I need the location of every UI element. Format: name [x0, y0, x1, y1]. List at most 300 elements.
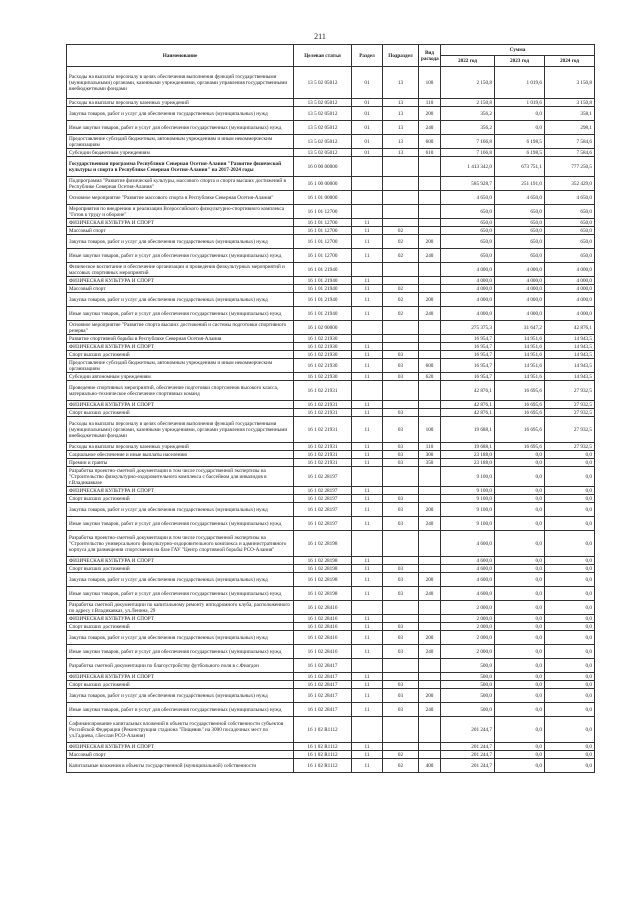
row-target: 16 1 02 28198: [294, 531, 352, 557]
row-subsection: 03: [383, 517, 419, 531]
row-sum-2022: 4 600,0: [441, 573, 495, 587]
row-name: Спорт высших достижений: [67, 495, 294, 503]
row-target: 16 1 02 21930: [294, 359, 352, 373]
row-expense-type: [419, 343, 441, 351]
row-sum-2023: 16 695,6: [495, 401, 545, 409]
row-sum-2022: 42 876,1: [441, 381, 495, 401]
row-sum-2023: 4 000,0: [495, 307, 545, 321]
row-subsection: 13: [383, 149, 419, 157]
row-sum-2023: 0,0: [495, 107, 545, 121]
row-sum-2024: 3 150,8: [545, 67, 595, 99]
row-sum-2024: 0,0: [545, 565, 595, 573]
row-subsection: [383, 205, 419, 219]
header-sum: Сумма: [441, 45, 595, 56]
row-name: Развитие спортивной борьбы в Республике Северная Осетия-Алания: [67, 335, 294, 343]
row-subsection: 03: [383, 645, 419, 659]
row-target: 16 1 02 21931: [294, 417, 352, 443]
row-subsection: 03: [383, 373, 419, 381]
row-expense-type: [419, 557, 441, 565]
row-sum-2023: 4 000,0: [495, 285, 545, 293]
row-sum-2022: 275 375,3: [441, 321, 495, 335]
row-section: 11: [352, 631, 383, 645]
row-name: Мероприятия по внедрению и реализации Всероссийского физкультурно-спортивного комплекса "Готов к труду и обороне": [67, 205, 294, 219]
row-target: 13 5 02 05012: [294, 135, 352, 149]
row-subsection: 03: [383, 417, 419, 443]
table-row: [67, 205, 595, 219]
row-sum-2023: 4 650,0: [495, 191, 545, 205]
row-sum-2022: 500,0: [441, 659, 495, 673]
row-subsection: 13: [383, 67, 419, 99]
row-name: Социальное обеспечение и иные выплаты населению: [67, 451, 294, 459]
table-row: [67, 219, 595, 227]
row-sum-2023: 14 951,6: [495, 373, 545, 381]
row-sum-2023: 1 019,6: [495, 67, 545, 99]
row-expense-type: 600: [419, 135, 441, 149]
row-sum-2022: 2 150,8: [441, 67, 495, 99]
row-subsection: [383, 263, 419, 277]
row-subsection: [383, 157, 419, 177]
row-sum-2022: 23 188,0: [441, 459, 495, 467]
row-section: 11: [352, 351, 383, 359]
row-expense-type: 240: [419, 121, 441, 135]
row-section: 11: [352, 743, 383, 751]
row-sum-2024: 0,0: [545, 517, 595, 531]
row-subsection: [383, 381, 419, 401]
row-sum-2024: 0,0: [545, 631, 595, 645]
table-row: [67, 573, 595, 587]
row-expense-type: [419, 177, 441, 191]
row-sum-2024: 0,0: [545, 601, 595, 615]
row-target: 16 1 01 12700: [294, 249, 352, 263]
row-target: 16 1 00 00000: [294, 177, 352, 191]
row-sum-2023: 650,0: [495, 227, 545, 235]
table-row: [67, 587, 595, 601]
row-target: 16 1 02 21931: [294, 409, 352, 417]
row-subsection: [383, 673, 419, 681]
row-target: 13 5 02 05012: [294, 107, 352, 121]
row-section: 11: [352, 409, 383, 417]
row-section: 11: [352, 219, 383, 227]
table-row: [67, 277, 595, 285]
row-expense-type: [419, 623, 441, 631]
row-sum-2023: 16 695,6: [495, 443, 545, 451]
row-subsection: 13: [383, 135, 419, 149]
row-target: 16 1 02 21931: [294, 459, 352, 467]
row-expense-type: [419, 351, 441, 359]
row-subsection: 03: [383, 623, 419, 631]
row-subsection: 03: [383, 681, 419, 689]
row-name: Субсидии бюджетным учреждениям: [67, 149, 294, 157]
row-target: 16 1 02 28417: [294, 681, 352, 689]
row-sum-2022: 9 100,0: [441, 517, 495, 531]
row-sum-2022: 4 000,0: [441, 307, 495, 321]
row-sum-2024: 4 000,0: [545, 277, 595, 285]
row-sum-2023: 0,0: [495, 615, 545, 623]
row-subsection: 13: [383, 107, 419, 121]
row-sum-2024: 14 943,5: [545, 373, 595, 381]
row-expense-type: [419, 409, 441, 417]
row-expense-type: [419, 717, 441, 743]
row-sum-2024: 0,0: [545, 673, 595, 681]
row-sum-2024: 4 000,0: [545, 307, 595, 321]
row-expense-type: [419, 531, 441, 557]
row-sum-2023: 16 695,6: [495, 409, 545, 417]
row-sum-2023: 650,0: [495, 205, 545, 219]
table-row: [67, 631, 595, 645]
row-section: 11: [352, 751, 383, 759]
table-row: [67, 249, 595, 263]
row-subsection: [383, 177, 419, 191]
row-sum-2023: 0,0: [495, 681, 545, 689]
row-sum-2023: 4 000,0: [495, 293, 545, 307]
row-name: Расходы на выплаты персоналу в целях обеспечения выполнения функций государственными (муниципальными) органами, казенными учреждениями, органами управления государственными внебюджетными фондами: [67, 417, 294, 443]
row-section: 11: [352, 565, 383, 573]
row-expense-type: [419, 487, 441, 495]
row-sum-2023: 0,0: [495, 631, 545, 645]
row-sum-2024: 0,0: [545, 703, 595, 717]
row-sum-2023: 0,0: [495, 573, 545, 587]
row-section: 11: [352, 703, 383, 717]
row-section: [352, 335, 383, 343]
table-row: [67, 401, 595, 409]
row-sum-2022: 650,0: [441, 227, 495, 235]
row-sum-2022: 500,0: [441, 703, 495, 717]
row-sum-2022: 2 150,8: [441, 99, 495, 107]
row-target: 16 1 01 12700: [294, 219, 352, 227]
row-subsection: [383, 401, 419, 409]
row-name: Предоставление субсидий бюджетным, автономным учреждениям и иным некоммерческим организациям: [67, 359, 294, 373]
row-name: Массовый спорт: [67, 751, 294, 759]
row-sum-2024: 0,0: [545, 459, 595, 467]
table-row: [67, 235, 595, 249]
row-name: Иные закупки товаров, работ и услуг для обеспечения государственных (муниципальных) нужд: [67, 703, 294, 717]
row-target: 16 1 02 21931: [294, 451, 352, 459]
row-subsection: [383, 219, 419, 227]
row-sum-2023: 0,0: [495, 623, 545, 631]
row-expense-type: [419, 263, 441, 277]
row-expense-type: 200: [419, 235, 441, 249]
table-row: [67, 135, 595, 149]
row-expense-type: [419, 277, 441, 285]
table-row: [67, 673, 595, 681]
row-subsection: 03: [383, 451, 419, 459]
row-target: 16 1 02 21930: [294, 373, 352, 381]
table-row: [67, 191, 595, 205]
row-sum-2024: 4 000,0: [545, 263, 595, 277]
row-subsection: 02: [383, 285, 419, 293]
row-sum-2022: 42 876,1: [441, 401, 495, 409]
budget-table: [66, 44, 595, 773]
row-subsection: 03: [383, 359, 419, 373]
row-name: Массовый спорт: [67, 227, 294, 235]
row-subsection: 03: [383, 459, 419, 467]
table-row: [67, 681, 595, 689]
row-expense-type: [419, 191, 441, 205]
row-target: 16 1 02 28197: [294, 517, 352, 531]
row-name: Иные закупки товаров, работ и услуг для обеспечения государственных (муниципальных) нужд: [67, 517, 294, 531]
row-sum-2023: 673 751,1: [495, 157, 545, 177]
row-sum-2024: 0,0: [545, 573, 595, 587]
table-row: [67, 121, 595, 135]
row-sum-2024: 0,0: [545, 717, 595, 743]
row-name: Иные закупки товаров, работ и услуг для обеспечения государственных (муниципальных) нужд: [67, 307, 294, 321]
row-expense-type: 600: [419, 359, 441, 373]
row-subsection: 03: [383, 503, 419, 517]
row-sum-2024: 14 943,5: [545, 335, 595, 343]
row-expense-type: [419, 467, 441, 487]
row-name: Закупка товаров, работ и услуг для обеспечения государственных (муниципальных) нужд: [67, 235, 294, 249]
row-name: Закупка товаров, работ и услуг для обеспечения государственных (муниципальных) нужд: [67, 503, 294, 517]
row-target: 16 1 02 28198: [294, 573, 352, 587]
row-subsection: 02: [383, 307, 419, 321]
row-target: 13 5 02 05012: [294, 67, 352, 99]
row-section: [352, 263, 383, 277]
row-sum-2024: 0,0: [545, 487, 595, 495]
row-sum-2022: 9 100,0: [441, 467, 495, 487]
row-name: Основное мероприятие "Развитие массового спорта в Республике Северная Осетия-Алания": [67, 191, 294, 205]
table-row: [67, 285, 595, 293]
header-subsection: Подраздел: [383, 45, 419, 67]
row-sum-2022: 9 100,0: [441, 487, 495, 495]
row-section: [352, 321, 383, 335]
row-target: 16 1 02 00000: [294, 321, 352, 335]
row-expense-type: 100: [419, 67, 441, 99]
row-target: 16 1 02 28416: [294, 601, 352, 615]
table-row: [67, 409, 595, 417]
row-name: Спорт высших достижений: [67, 681, 294, 689]
row-sum-2024: 27 932,5: [545, 381, 595, 401]
row-name: Государственная программа Республики Северная Осетия-Алания "Развитие физической культуры и спорта в Республике Северная Осетия-Алания" на 2017-2024 годы: [67, 157, 294, 177]
row-sum-2024: 0,0: [545, 557, 595, 565]
table-row: [67, 157, 595, 177]
row-sum-2023: 0,0: [495, 587, 545, 601]
row-subsection: 02: [383, 293, 419, 307]
row-target: 16 1 01 21940: [294, 307, 352, 321]
row-name: Разработка сметной документации по капитальному ремонту ипподромного клуба, расположенного по адресу г.Владикавказ, ул.Ленина, 29: [67, 601, 294, 615]
row-sum-2022: 4 650,0: [441, 191, 495, 205]
row-name: Иные закупки товаров, работ и услуг для обеспечения государственных (муниципальных) нужд: [67, 249, 294, 263]
row-sum-2022: 650,0: [441, 235, 495, 249]
row-sum-2024: 0,0: [545, 743, 595, 751]
row-target: 16 1 02 28416: [294, 615, 352, 623]
row-sum-2024: 0,0: [545, 659, 595, 673]
row-name: Иные закупки товаров, работ и услуг для обеспечения государственных (муниципальных) нужд: [67, 121, 294, 135]
row-name: Основное мероприятие "Развитие спорта высших достижений и системы подготовки спортивного резерва": [67, 321, 294, 335]
table-row: [67, 623, 595, 631]
row-sum-2022: 4 600,0: [441, 587, 495, 601]
row-sum-2022: 16 954,7: [441, 335, 495, 343]
row-name: Софинансирование капитальных вложений в объекты государственной собственности субъектов Российской Федерации (Реконструкция стадиона "Пищевик" на 3000 посадочных мест по ул.Гадиева, г.Беслан РСО-Алания): [67, 717, 294, 743]
row-subsection: [383, 277, 419, 285]
row-sum-2024: 14 943,5: [545, 351, 595, 359]
row-section: 11: [352, 451, 383, 459]
row-target: 16 1 02 28417: [294, 689, 352, 703]
row-section: 11: [352, 487, 383, 495]
row-section: [352, 205, 383, 219]
row-name: Закупка товаров, работ и услуг для обеспечения государственных (муниципальных) нужд: [67, 107, 294, 121]
row-subsection: [383, 601, 419, 615]
row-sum-2023: 0,0: [495, 495, 545, 503]
row-sum-2024: 358,1: [545, 107, 595, 121]
table-row: [67, 417, 595, 443]
row-target: 13 5 02 05012: [294, 149, 352, 157]
table-row: [67, 503, 595, 517]
row-section: 11: [352, 557, 383, 565]
row-sum-2022: 42 876,1: [441, 409, 495, 417]
row-target: 16 0 00 00000: [294, 157, 352, 177]
row-subsection: [383, 743, 419, 751]
row-sum-2023: 0,0: [495, 645, 545, 659]
row-section: 11: [352, 459, 383, 467]
row-sum-2022: 9 100,0: [441, 495, 495, 503]
row-target: 16 1 01 00000: [294, 191, 352, 205]
row-sum-2022: 4 600,0: [441, 557, 495, 565]
row-expense-type: [419, 335, 441, 343]
row-section: 11: [352, 759, 383, 773]
row-target: 16 1 02 21931: [294, 401, 352, 409]
table-row: [67, 321, 595, 335]
row-sum-2022: 1 413 342,0: [441, 157, 495, 177]
table-row: [67, 459, 595, 467]
row-sum-2022: 500,0: [441, 673, 495, 681]
row-sum-2022: 9 100,0: [441, 503, 495, 517]
row-sum-2022: 500,0: [441, 681, 495, 689]
row-sum-2024: 0,0: [545, 495, 595, 503]
row-target: 16 1 02 21930: [294, 343, 352, 351]
row-section: 11: [352, 359, 383, 373]
row-section: 11: [352, 517, 383, 531]
row-expense-type: 200: [419, 573, 441, 587]
row-sum-2023: 0,0: [495, 467, 545, 487]
row-section: [352, 381, 383, 401]
row-expense-type: 200: [419, 631, 441, 645]
table-row: [67, 467, 595, 487]
row-expense-type: 110: [419, 99, 441, 107]
row-sum-2024: 0,0: [545, 467, 595, 487]
row-section: 01: [352, 149, 383, 157]
row-sum-2023: 4 000,0: [495, 277, 545, 285]
row-sum-2023: 14 951,6: [495, 343, 545, 351]
row-expense-type: 200: [419, 107, 441, 121]
row-sum-2022: 650,0: [441, 249, 495, 263]
row-name: Спорт высших достижений: [67, 565, 294, 573]
row-section: [352, 531, 383, 557]
row-expense-type: 100: [419, 417, 441, 443]
row-section: 11: [352, 249, 383, 263]
row-sum-2023: 0,0: [495, 601, 545, 615]
row-target: 16 1 02 28417: [294, 703, 352, 717]
header-name: Наименование: [67, 45, 294, 67]
row-target: 16 1 02 28416: [294, 631, 352, 645]
row-section: 01: [352, 107, 383, 121]
row-sum-2024: 42 876,1: [545, 321, 595, 335]
row-subsection: [383, 717, 419, 743]
row-name: Разработка проектно-сметной документации в том числе государственной экспертизы на "Строительство универсального физкультурно-оздоровительного комплекса и административного корпуса для размещения спортсменов на базе ГАУ "Центр спортивной борьбы РСО-Алания": [67, 531, 294, 557]
page-number: 211: [314, 32, 326, 41]
row-target: 13 5 02 05012: [294, 121, 352, 135]
row-subsection: 03: [383, 565, 419, 573]
row-section: 11: [352, 343, 383, 351]
row-expense-type: 350: [419, 459, 441, 467]
table-row: [67, 343, 595, 351]
header-section: Раздел: [352, 45, 383, 67]
row-sum-2022: 4 600,0: [441, 531, 495, 557]
row-expense-type: [419, 227, 441, 235]
row-target: 16 1 01 21940: [294, 285, 352, 293]
table-row: [67, 659, 595, 673]
row-expense-type: [419, 681, 441, 689]
row-sum-2022: 4 000,0: [441, 277, 495, 285]
row-sum-2024: 4 650,0: [545, 191, 595, 205]
table-row: [67, 293, 595, 307]
row-sum-2023: 6 198,5: [495, 135, 545, 149]
table-row: [67, 517, 595, 531]
row-target: 13 5 02 05012: [294, 99, 352, 107]
row-sum-2024: 0,0: [545, 503, 595, 517]
row-sum-2024: 650,0: [545, 227, 595, 235]
row-sum-2024: 0,0: [545, 587, 595, 601]
row-sum-2024: 650,0: [545, 219, 595, 227]
row-name: Иные закупки товаров, работ и услуг для обеспечения государственных (муниципальных) нужд: [67, 587, 294, 601]
table-row: [67, 495, 595, 503]
row-sum-2024: 3 150,8: [545, 99, 595, 107]
row-sum-2024: 4 000,0: [545, 293, 595, 307]
row-expense-type: [419, 205, 441, 219]
row-section: 11: [352, 443, 383, 451]
row-expense-type: 610: [419, 149, 441, 157]
row-subsection: [383, 191, 419, 205]
row-subsection: [383, 335, 419, 343]
row-target: 16 1 02 R1112: [294, 717, 352, 743]
row-sum-2023: 0,0: [495, 673, 545, 681]
row-name: Премии и гранты: [67, 459, 294, 467]
row-subsection: [383, 343, 419, 351]
row-expense-type: 240: [419, 307, 441, 321]
row-expense-type: 400: [419, 759, 441, 773]
row-sum-2022: 2 000,0: [441, 645, 495, 659]
row-sum-2023: 31 647,2: [495, 321, 545, 335]
row-sum-2023: 0,0: [495, 503, 545, 517]
row-section: 11: [352, 277, 383, 285]
row-target: 16 1 01 21940: [294, 277, 352, 285]
row-section: 11: [352, 285, 383, 293]
row-name: Расходы на выплаты персоналу казенных учреждений: [67, 99, 294, 107]
row-name: Разработка сметной документации по благоустройству футбольного поля в с.Фиагдон: [67, 659, 294, 673]
row-sum-2024: 27 932,5: [545, 401, 595, 409]
row-sum-2022: 19 688,1: [441, 443, 495, 451]
row-sum-2022: 2 000,0: [441, 631, 495, 645]
row-sum-2023: 650,0: [495, 249, 545, 263]
row-name: Иные закупки товаров, работ и услуг для обеспечения государственных (муниципальных) нужд: [67, 645, 294, 659]
row-section: 11: [352, 373, 383, 381]
row-sum-2024: 0,0: [545, 531, 595, 557]
row-name: Физическое воспитание и обеспечение организации и проведения физкультурных мероприятий и массовых спортивных мероприятий: [67, 263, 294, 277]
row-section: 11: [352, 615, 383, 623]
row-subsection: [383, 557, 419, 565]
row-sum-2024: 27 932,5: [545, 417, 595, 443]
row-section: 11: [352, 307, 383, 321]
header-year-2022: 2022 год: [441, 56, 495, 67]
row-target: 16 1 02 21930: [294, 335, 352, 343]
row-sum-2023: 16 695,6: [495, 417, 545, 443]
row-target: 16 1 01 12700: [294, 227, 352, 235]
table-row: [67, 335, 595, 343]
row-name: ФИЗИЧЕСКАЯ КУЛЬТУРА И СПОРТ: [67, 401, 294, 409]
header-target: Целевая статья: [294, 45, 352, 67]
row-expense-type: 200: [419, 293, 441, 307]
table-row: [67, 99, 595, 107]
row-section: 11: [352, 227, 383, 235]
